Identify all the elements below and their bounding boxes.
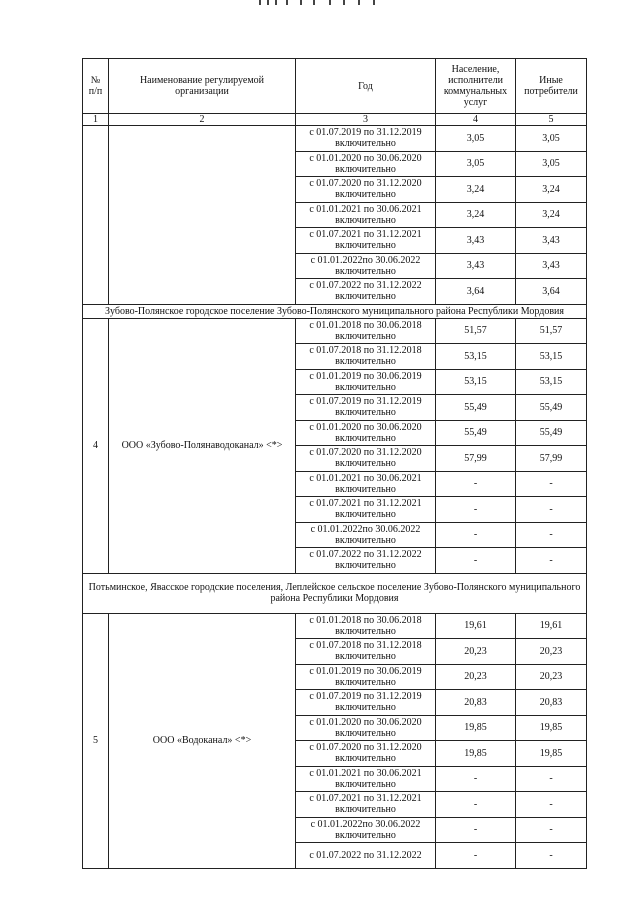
period-cell: с 01.07.2019 по 31.12.2019 включительно: [296, 395, 436, 421]
tariff-other-cell: -: [516, 497, 587, 523]
tariff-other-cell: 3,43: [516, 228, 587, 254]
period-cell: с 01.07.2018 по 31.12.2018 включительно: [296, 344, 436, 370]
period-cell: с 01.07.2020 по 31.12.2020 включительно: [296, 446, 436, 472]
period-cell: с 01.07.2020 по 31.12.2020 включительно: [296, 741, 436, 767]
tariff-table: [82, 58, 587, 869]
tariff-population-cell: 19,85: [436, 741, 516, 767]
period-cell: с 01.07.2022 по 31.12.2022: [296, 843, 436, 869]
tariff-other-cell: 53,15: [516, 369, 587, 395]
period-cell: с 01.01.2019 по 30.06.2019 включительно: [296, 369, 436, 395]
period-cell: с 01.07.2020 по 31.12.2020 включительно: [296, 177, 436, 203]
period-cell: с 01.01.2018 по 30.06.2018 включительно: [296, 613, 436, 639]
period-cell: с 01.07.2022 по 31.12.2022 включительно: [296, 548, 436, 574]
organization-name: ООО «Водоканал» <*>: [109, 613, 296, 868]
tariff-population-cell: 20,83: [436, 690, 516, 716]
tariff-population-cell: -: [436, 471, 516, 497]
tariff-other-cell: 55,49: [516, 420, 587, 446]
tariff-population-cell: 3,05: [436, 151, 516, 177]
section-title: Зубово-Полянское городское поселение Зубово-Полянского муниципального района Республики Мордовия: [83, 304, 587, 318]
column-header-population: Население, исполнители коммунальных услуг: [436, 59, 516, 114]
period-cell: с 01.07.2021 по 31.12.2021 включительно: [296, 792, 436, 818]
tariff-other-cell: 20,83: [516, 690, 587, 716]
period-cell: с 01.01.2022по 30.06.2022 включительно: [296, 817, 436, 843]
period-cell: с 01.01.2018 по 30.06.2018 включительно: [296, 318, 436, 344]
tariff-population-cell: 57,99: [436, 446, 516, 472]
tariff-population-cell: 20,23: [436, 639, 516, 665]
tariff-population-cell: 3,05: [436, 126, 516, 152]
period-cell: с 01.01.2019 по 30.06.2019 включительно: [296, 664, 436, 690]
tariff-population-cell: 3,64: [436, 279, 516, 305]
tariff-other-cell: 3,64: [516, 279, 587, 305]
period-cell: с 01.01.2020 по 30.06.2020 включительно: [296, 151, 436, 177]
section-row: [83, 573, 587, 613]
tariff-population-cell: 3,24: [436, 177, 516, 203]
tariff-other-cell: -: [516, 471, 587, 497]
tariff-population-cell: 55,49: [436, 395, 516, 421]
tariff-population-cell: 53,15: [436, 344, 516, 370]
tariff-other-cell: -: [516, 843, 587, 869]
tariff-population-cell: 3,24: [436, 202, 516, 228]
tariff-other-cell: -: [516, 548, 587, 574]
tariff-other-cell: 20,23: [516, 664, 587, 690]
tariff-population-cell: -: [436, 548, 516, 574]
period-cell: с 01.07.2018 по 31.12.2018 включительно: [296, 639, 436, 665]
scan-mark-decoration: [255, 0, 385, 6]
tariff-population-cell: -: [436, 522, 516, 548]
column-header-period: Год: [296, 59, 436, 114]
column-number: 2: [109, 114, 296, 126]
column-number: 1: [83, 114, 109, 126]
column-number: 5: [516, 114, 587, 126]
tariff-other-cell: 19,61: [516, 613, 587, 639]
tariff-population-cell: -: [436, 817, 516, 843]
tariff-other-cell: -: [516, 792, 587, 818]
tariff-other-cell: 19,85: [516, 741, 587, 767]
table-row: [83, 613, 587, 639]
tariff-other-cell: 57,99: [516, 446, 587, 472]
period-cell: с 01.07.2022 по 31.12.2022 включительно: [296, 279, 436, 305]
tariff-population-cell: -: [436, 792, 516, 818]
tariff-other-cell: -: [516, 766, 587, 792]
table-row: [83, 318, 587, 344]
organization-name: ООО «Зубово-Полянаводоканал» <*>: [109, 318, 296, 573]
tariff-population-cell: 19,85: [436, 715, 516, 741]
organization-name: [109, 126, 296, 305]
header-row: [83, 59, 587, 114]
tariff-population-cell: -: [436, 843, 516, 869]
tariff-other-cell: 20,23: [516, 639, 587, 665]
period-cell: с 01.07.2019 по 31.12.2019 включительно: [296, 126, 436, 152]
column-header-other: Иные потребители: [516, 59, 587, 114]
section-title: Потьминское, Явасское городские поселения, Леплейское сельское поселение Зубово-Полянского муниципального района Республики Мордовия: [83, 573, 587, 613]
table-row: [83, 126, 587, 152]
tariff-population-cell: -: [436, 497, 516, 523]
period-cell: с 01.07.2021 по 31.12.2021 включительно: [296, 228, 436, 254]
row-number: 5: [83, 613, 109, 868]
tariff-other-cell: 3,24: [516, 177, 587, 203]
tariff-other-cell: 3,24: [516, 202, 587, 228]
tariff-other-cell: 3,05: [516, 151, 587, 177]
section-row: [83, 304, 587, 318]
period-cell: с 01.01.2021 по 30.06.2021 включительно: [296, 766, 436, 792]
row-number: 4: [83, 318, 109, 573]
tariff-other-cell: 3,43: [516, 253, 587, 279]
tariff-population-cell: 19,61: [436, 613, 516, 639]
tariff-other-cell: 3,05: [516, 126, 587, 152]
period-cell: с 01.01.2022по 30.06.2022 включительно: [296, 522, 436, 548]
tariff-other-cell: 19,85: [516, 715, 587, 741]
period-cell: с 01.01.2021 по 30.06.2021 включительно: [296, 471, 436, 497]
period-cell: с 01.01.2022по 30.06.2022 включительно: [296, 253, 436, 279]
tariff-other-cell: -: [516, 817, 587, 843]
column-header-org: Наименование регулируемой организации: [109, 59, 296, 114]
period-cell: с 01.01.2021 по 30.06.2021 включительно: [296, 202, 436, 228]
tariff-population-cell: 3,43: [436, 253, 516, 279]
tariff-other-cell: 51,57: [516, 318, 587, 344]
tariff-population-cell: 51,57: [436, 318, 516, 344]
tariff-other-cell: -: [516, 522, 587, 548]
column-number: 3: [296, 114, 436, 126]
column-number-row: [83, 114, 587, 126]
period-cell: с 01.01.2020 по 30.06.2020 включительно: [296, 420, 436, 446]
tariff-population-cell: 20,23: [436, 664, 516, 690]
tariff-population-cell: -: [436, 766, 516, 792]
row-number: [83, 126, 109, 305]
period-cell: с 01.07.2021 по 31.12.2021 включительно: [296, 497, 436, 523]
tariff-population-cell: 53,15: [436, 369, 516, 395]
period-cell: с 01.07.2019 по 31.12.2019 включительно: [296, 690, 436, 716]
tariff-population-cell: 55,49: [436, 420, 516, 446]
tariff-population-cell: 3,43: [436, 228, 516, 254]
column-number: 4: [436, 114, 516, 126]
tariff-other-cell: 55,49: [516, 395, 587, 421]
period-cell: с 01.01.2020 по 30.06.2020 включительно: [296, 715, 436, 741]
tariff-other-cell: 53,15: [516, 344, 587, 370]
column-header-num: № п/п: [83, 59, 109, 114]
